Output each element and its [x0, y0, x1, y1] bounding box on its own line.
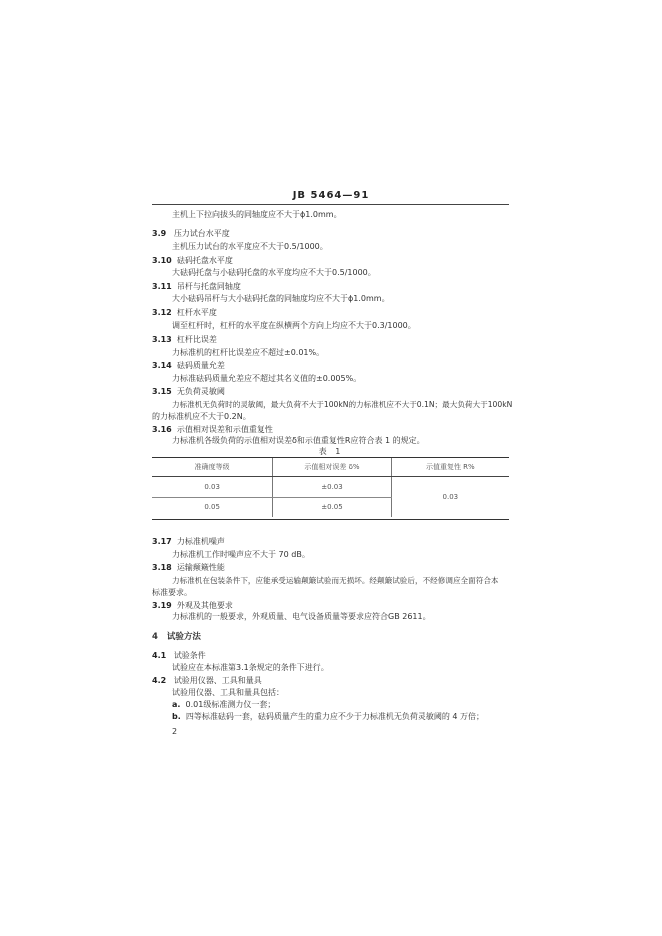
clause-heading: 3.15 无负荷灵敏阈	[152, 387, 225, 396]
clause-heading: 3.14 砝码质量允差	[152, 361, 225, 370]
table-cell: ±0.03	[273, 477, 391, 498]
table-row	[152, 477, 509, 498]
clause-heading: 3.9 压力试台水平度	[152, 229, 230, 238]
page-number: 2	[172, 727, 178, 736]
header-rule	[152, 204, 509, 205]
clause-heading: 3.13 杠杆比误差	[152, 335, 217, 344]
text-line: 力标准机的一般要求，外观质量、电气设备质量等要求应符合GB 2611。	[172, 612, 431, 621]
standard-number: JB 5464—91	[292, 190, 370, 201]
text-line: 力标准机各级负荷的示值相对误差δ和示值重复性R应符合表 1 的规定。	[172, 436, 425, 445]
clause-heading: 3.19 外观及其他要求	[152, 601, 233, 610]
table-cell-merged: 0.03	[391, 477, 509, 518]
table-bottom-rule	[152, 519, 509, 520]
text-line: 力标准砝码质量允差应不超过其名义值的±0.005%。	[172, 374, 362, 383]
clause-heading: 4.1 试验条件	[152, 651, 206, 660]
clause-heading: 3.17 力标准机噪声	[152, 537, 225, 546]
text-line: 力标准机工作时噪声应不大于 70 dB。	[172, 550, 310, 559]
clause-heading: 4.2 试验用仪器、工具和量具	[152, 676, 262, 685]
clause-heading: 3.12 杠杆水平度	[152, 308, 217, 317]
table-1	[152, 458, 509, 517]
text-line: 试验应在本标准第3.1条规定的条件下进行。	[172, 663, 329, 672]
table-cell: ±0.05	[273, 497, 391, 517]
table-header-cell: 准确度等级	[152, 458, 273, 477]
text-line: 试验用仪器、工具和量具包括：	[172, 688, 284, 697]
text-line: 力标准机在包装条件下，应能承受运输颠簸试验而无损坏。经颠簸试验后，不经修调应全面符合本	[172, 576, 499, 585]
table-header-cell: 示值相对误差 δ%	[273, 458, 391, 477]
text-line: 的力标准机应不大于0.2N。	[152, 412, 251, 421]
clause-heading: 3.10 砝码托盘水平度	[152, 256, 233, 265]
text-line: 大小砝码吊杆与大小砝码托盘的同轴度均应不大于ϕ1.0mm。	[172, 294, 390, 303]
table-cell: 0.05	[204, 503, 220, 511]
table-header-cell: 示值重复性 R%	[391, 458, 509, 477]
table-cell: 0.03	[204, 483, 220, 491]
clause-heading: 3.16 示值相对误差和示值重复性	[152, 425, 273, 434]
text-line: 主机压力试台的水平度应不大于0.5/1000。	[172, 242, 328, 251]
section-heading: 4 试验方法	[152, 632, 201, 642]
clause-heading: 3.11 吊杆与托盘同轴度	[152, 282, 241, 291]
text-line: 标准要求。	[152, 588, 192, 597]
text-line: 调至杠杆时，杠杆的水平度在纵横两个方向上均应不大于0.3/1000。	[172, 321, 416, 330]
table-caption: 表 1	[318, 447, 344, 456]
list-item: b. 四等标准砝码一套，砝码质量产生的重力应不少于力标准机无负荷灵敏阈的 4 万倍；	[172, 712, 485, 721]
clause-heading: 3.18 运输颠簸性能	[152, 563, 225, 572]
text-line: 力标准机无负荷时的灵敏阈，最大负荷不大于100kN的力标准机应不大于0.1N；最大负荷大于100kN	[172, 400, 513, 409]
text-line: 大砝码托盘与小砝码托盘的水平度均应不大于0.5/1000。	[172, 268, 376, 277]
table-row-rule	[152, 497, 392, 498]
text-line: 主机上下拉向拔头的同轴度应不大于ϕ1.0mm。	[172, 210, 342, 219]
text-line: 力标准机的杠杆比误差应不超过±0.01%。	[172, 348, 325, 357]
list-item: a. 0.01级标准测力仪一套；	[172, 700, 276, 709]
